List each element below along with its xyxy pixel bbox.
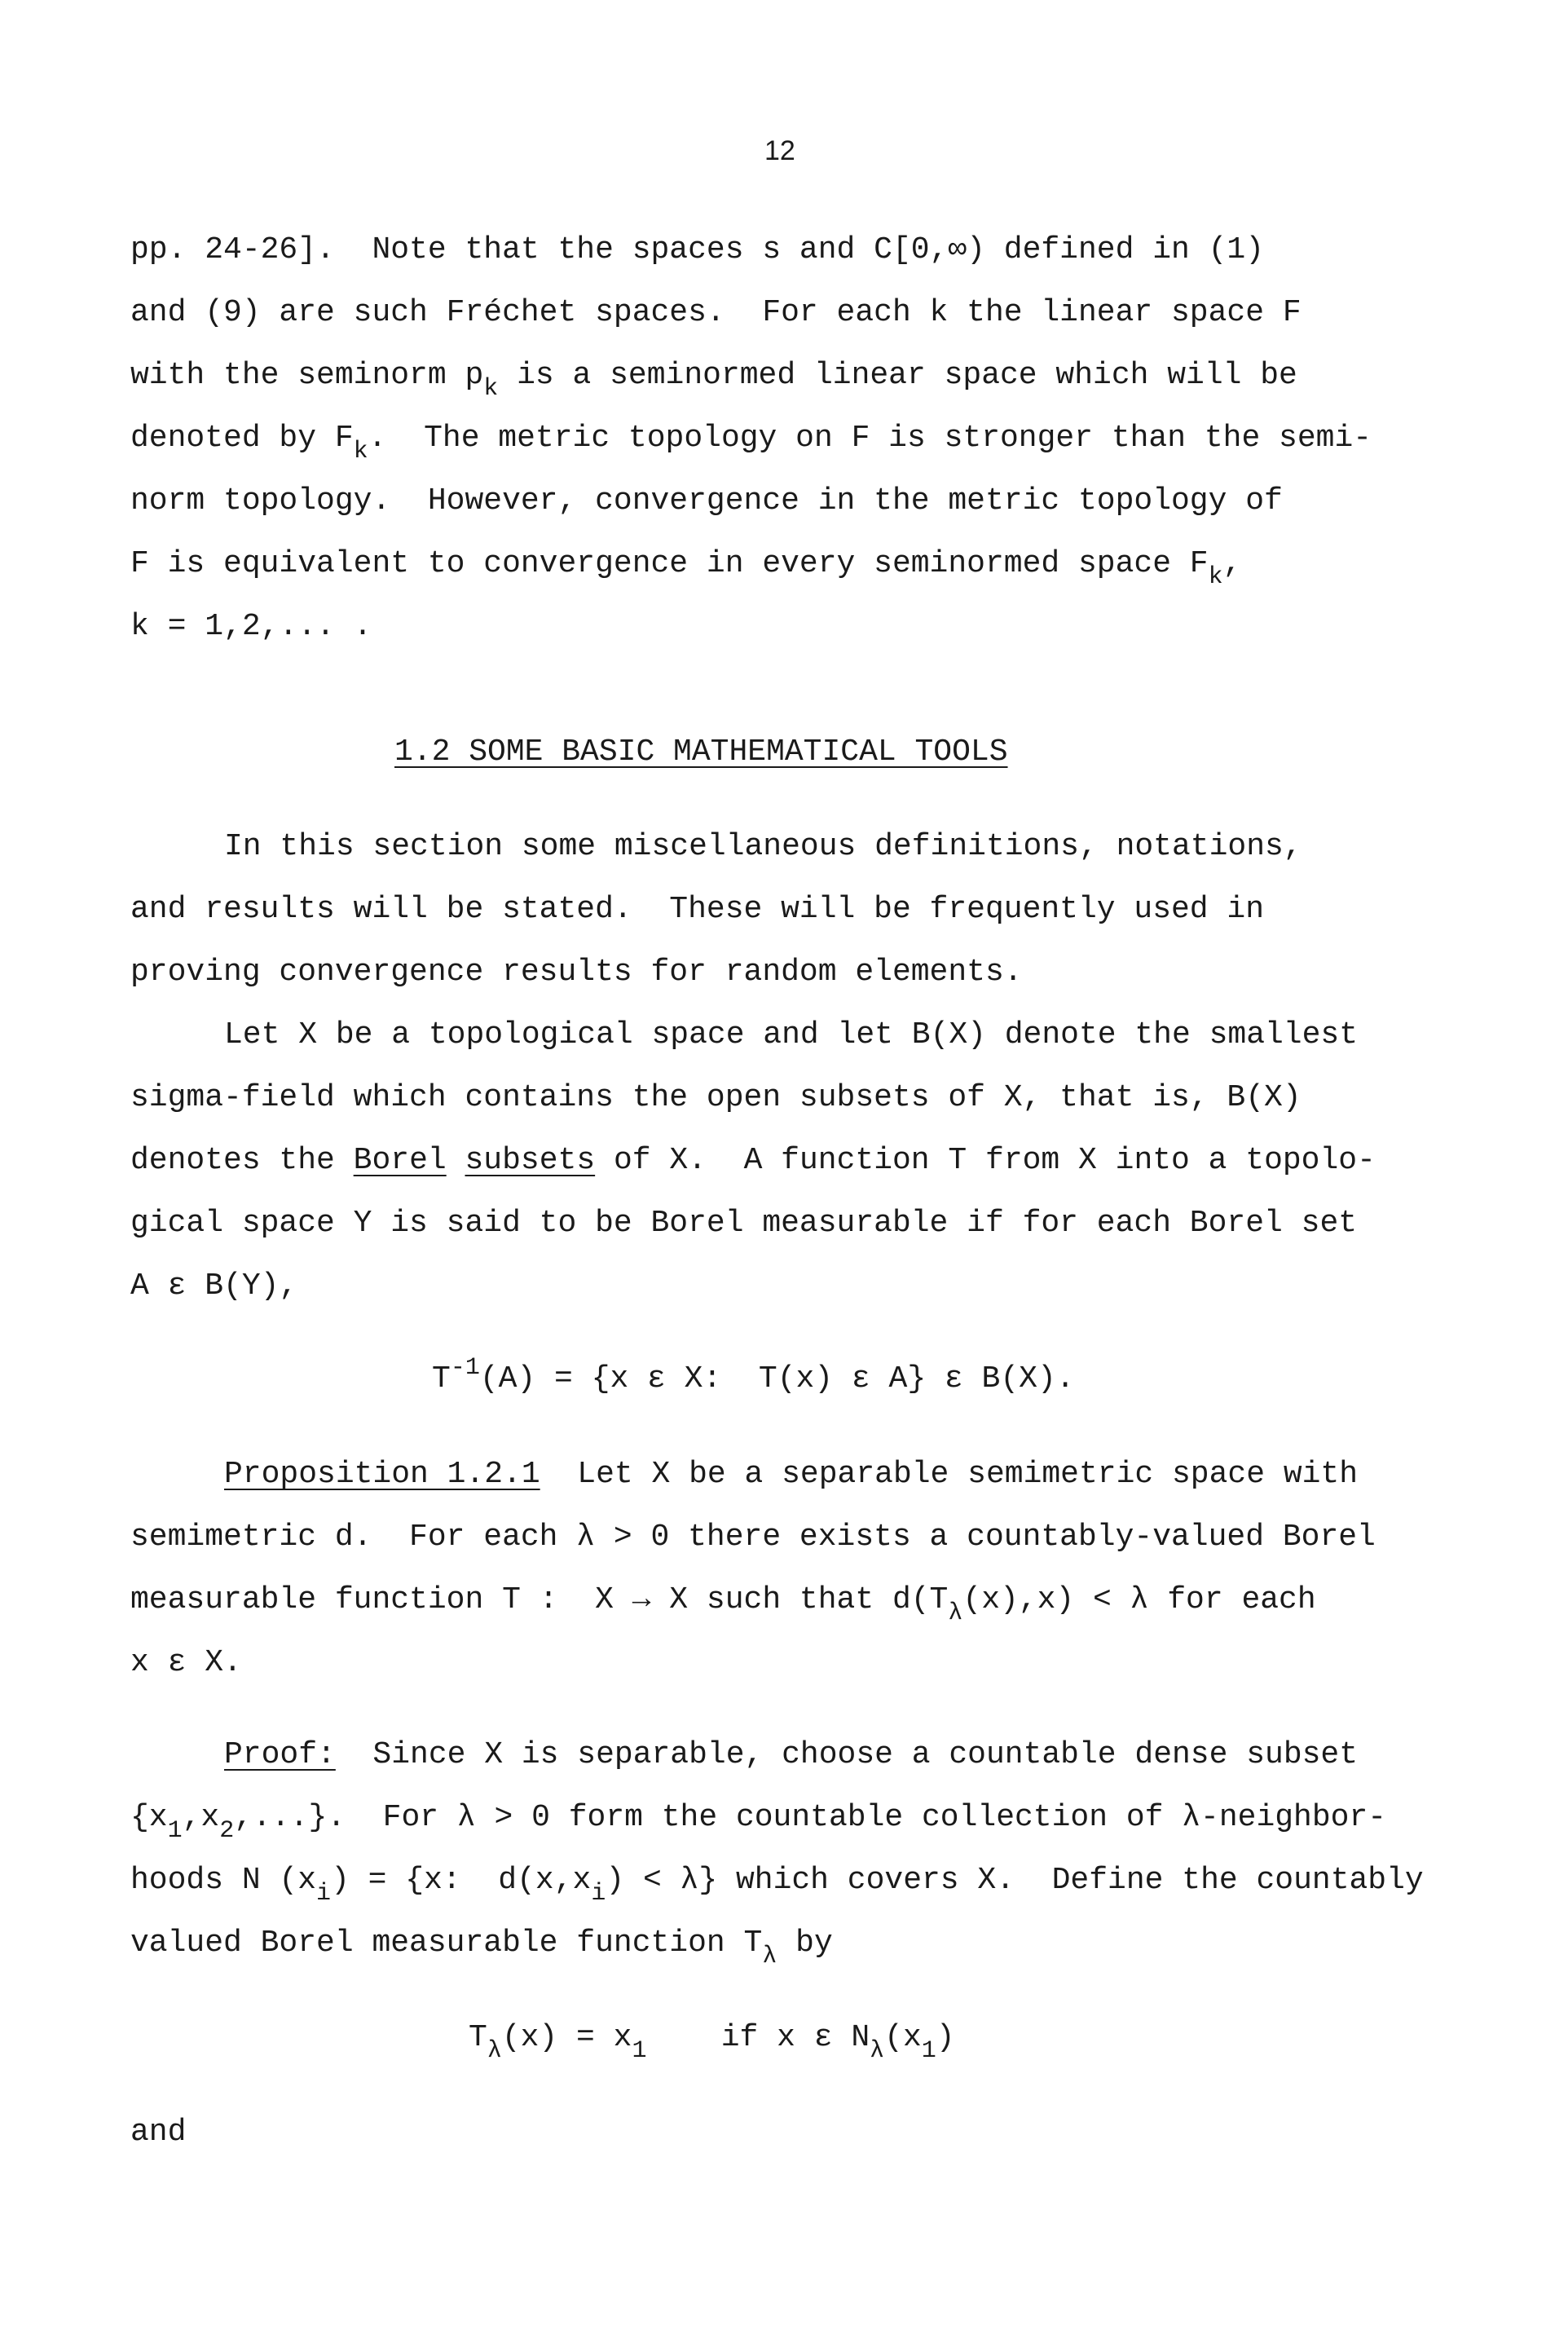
paragraph-1-line-1: pp. 24-26]. Note that the spaces s and C[0,∞) defined in (1): [130, 232, 1265, 267]
page-number: 12: [764, 135, 795, 166]
paragraph-1-line-7: k = 1,2,... .: [130, 609, 372, 644]
proposition-line-4: x ε X.: [130, 1645, 242, 1680]
proposition-line-2: semimetric d. For each λ > 0 there exists a countably-valued Borel: [130, 1520, 1376, 1555]
paragraph-1-line-6: F is equivalent to convergence in every seminormed space $F_k$,: [130, 546, 1242, 591]
paragraph-3-line-3: denotes the Borel subsets of X. A function T from X into a topolo-: [130, 1143, 1376, 1178]
proof-line-1: Proof: Since X is separable, choose a countable dense subset: [224, 1737, 1359, 1772]
proof-line-3: hoods N $(x_i) = \{x$: $d(x,x_i) < \lambda$} which covers X. Define the countably: [130, 1863, 1424, 1908]
paragraph-3-line-1: Let X be a topological space and let B(X) denote the smallest: [224, 1017, 1359, 1052]
paragraph-1-line-2: and (9) are such Fréchet spaces. For each k the linear space F: [130, 295, 1302, 330]
paragraph-3-line-5: A ε B(Y),: [130, 1268, 298, 1304]
paragraph-1-line-4: denoted by $F_k$. The metric topology on F is stronger than the semi-: [130, 421, 1372, 465]
paragraph-1-line-3: with the seminorm $p_k$ is a seminormed linear space which will be: [130, 358, 1297, 403]
equation-preimage: $T^{-1}(A) = \{x$ ε X: T(x) ε A} ε B(X).: [432, 1354, 1075, 1396]
proposition-label: Proposition 1.2.1: [224, 1457, 540, 1492]
proposition-line-3: measurable function T : X → X such that $d(T_\lambda(x),x) < \lambda$ for each: [130, 1582, 1316, 1627]
proposition-line-1: Proposition 1.2.1 Let X be a separable semimetric space with: [224, 1457, 1359, 1492]
section-heading: 1.2 SOME BASIC MATHEMATICAL TOOLS: [394, 735, 1008, 770]
equation-t-lambda: $T_\lambda(x) = x_1$ if x ε $N_\lambda(x_1)$: [469, 2020, 955, 2065]
paragraph-1-line-5: norm topology. However, convergence in the metric topology of: [130, 483, 1283, 518]
paragraph-2-line-2: and results will be stated. These will be frequently used in: [130, 892, 1265, 927]
trailing-word: and: [130, 2115, 187, 2150]
proof-label: Proof:: [224, 1737, 336, 1772]
paragraph-3-line-2: sigma-field which contains the open subsets of X, that is, B(X): [130, 1080, 1302, 1115]
paragraph-2-line-3: proving convergence results for random elements.: [130, 955, 1023, 990]
paragraph-3-line-4: gical space Y is said to be Borel measurable if for each Borel set: [130, 1206, 1358, 1241]
proof-line-4: valued Borel measurable function $T_\lambda$ by: [130, 1926, 833, 1970]
proof-line-2: $\{x_1,x_2,...\}$. For λ > 0 form the countable collection of λ-neighbor-: [130, 1800, 1387, 1845]
paragraph-2-line-1: In this section some miscellaneous definitions, notations,: [224, 829, 1302, 864]
